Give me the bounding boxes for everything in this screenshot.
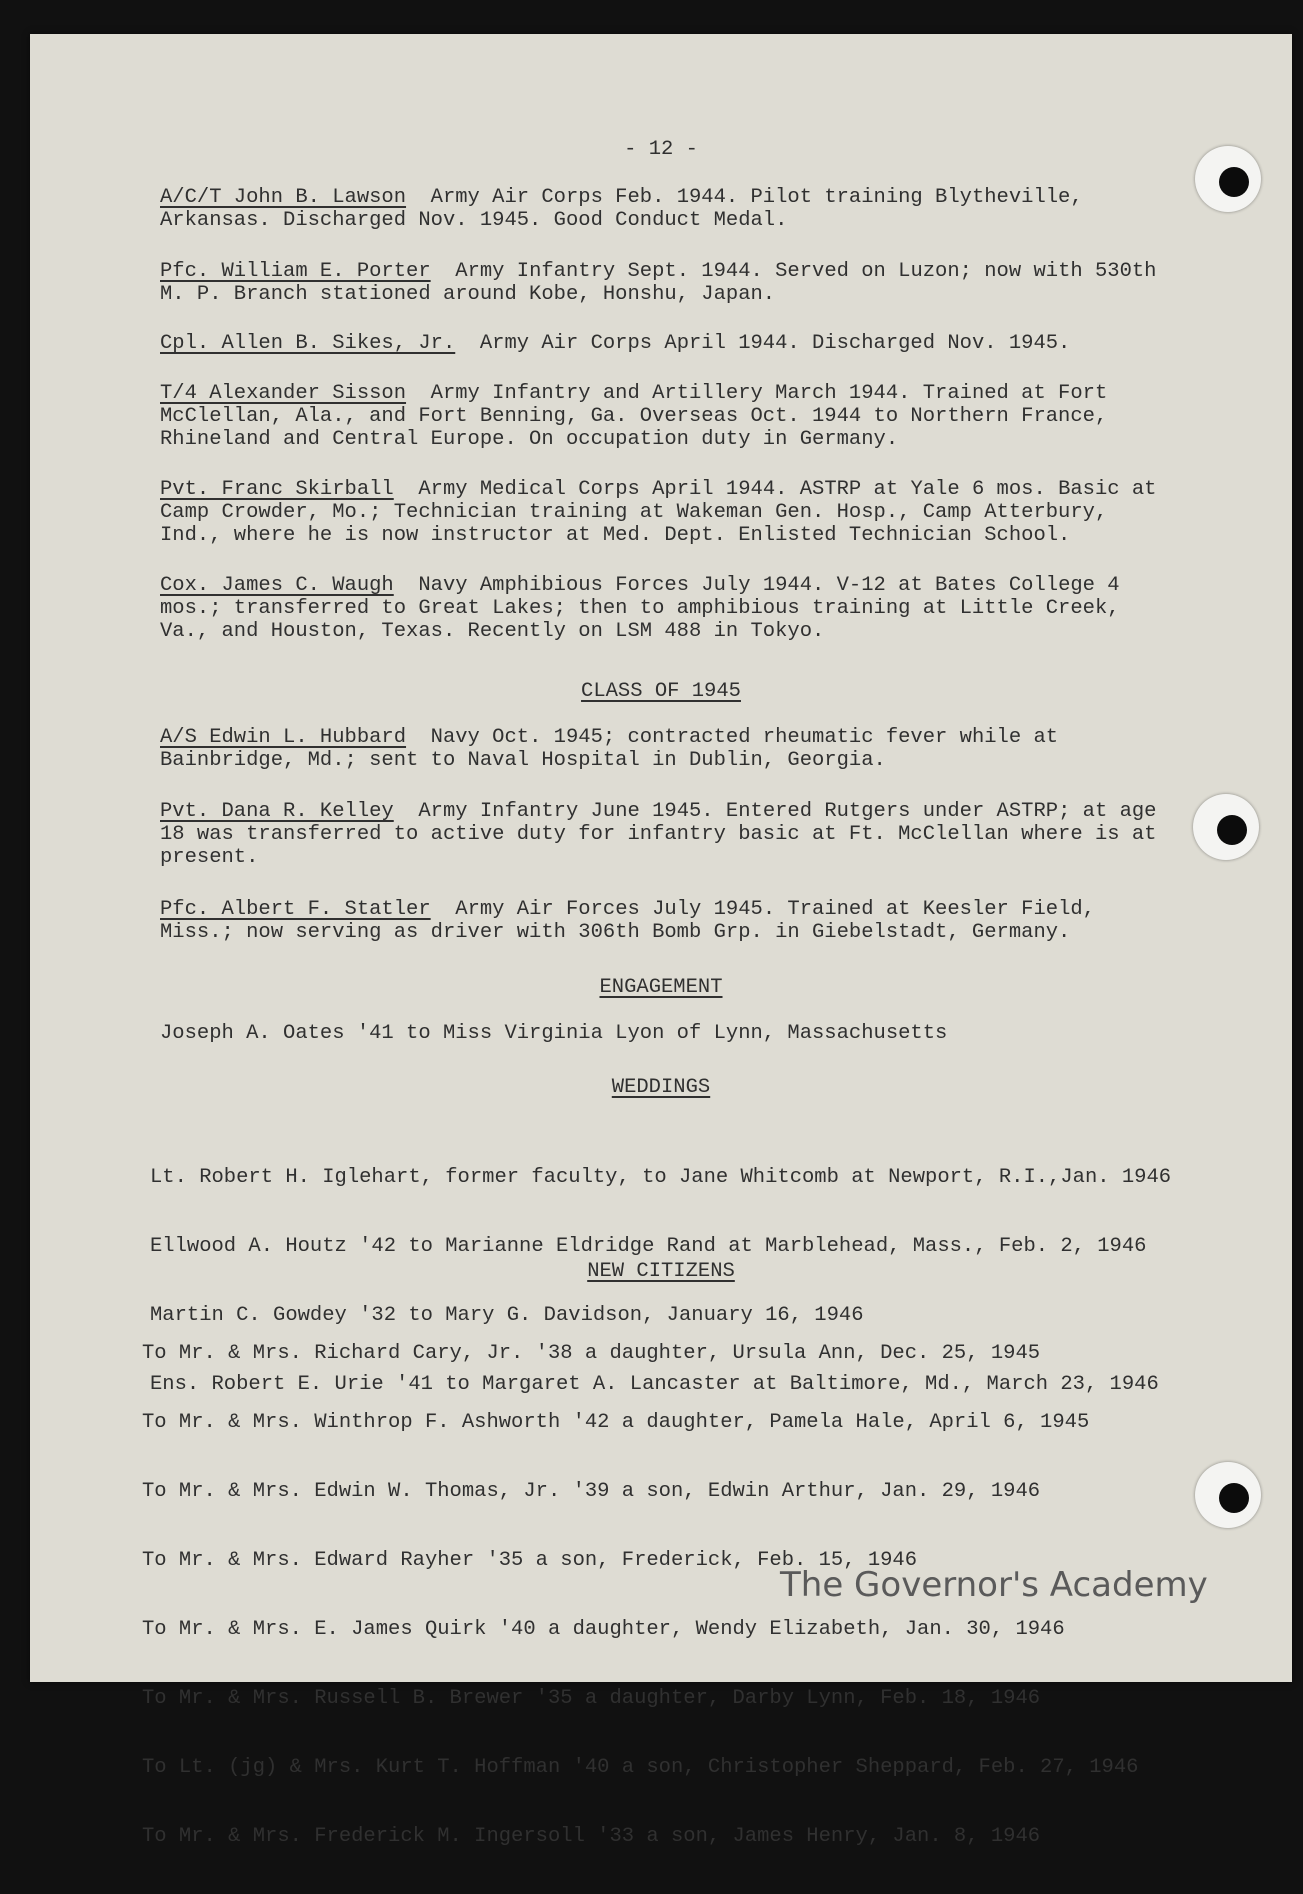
entry-details: Army Infantry Sept. 1944. Served on Luzon; now with 530th M. P. Branch stationed around Kobe, Honshu, Japan.: [160, 260, 1157, 306]
alumni-entry: [160, 260, 1160, 306]
alumni-entry: [160, 382, 1160, 451]
engagement-text: Joseph A. Oates '41 to Miss Virginia Lyon of Lynn, Massachusetts: [160, 1022, 948, 1045]
document-page: [30, 34, 1292, 1848]
new-citizens-heading: NEW CITIZENS: [587, 1260, 735, 1283]
entry-name: A/S Edwin L. Hubbard: [160, 726, 407, 749]
entry-name: Pvt. Franc Skirball: [160, 478, 394, 501]
list-item: Martin C. Gowdey '32 to Mary G. Davidson, January 16, 1946: [150, 1304, 864, 1327]
watermark: The Governor's Academy: [780, 1565, 1208, 1605]
class-heading: CLASS OF 1945: [581, 680, 741, 703]
alumni-entry: [160, 800, 1160, 869]
entry-details: Navy Oct. 1945; contracted rheumatic fever while at Bainbridge, Md.; sent to Naval Hospital in Dublin, Georgia.: [160, 726, 1059, 772]
entry-details: Army Medical Corps April 1944. ASTRP at Yale 6 mos. Basic at Camp Crowder, Mo.; Technician training at Wakeman Gen. Hosp., Camp Atterbury, Ind., where he is now instructor at Med. Dept. Enlisted Technician School.: [160, 478, 1157, 547]
list-item: To Mr. & Mrs. Russell B. Brewer '35 a daughter, Darby Lynn, Feb. 18, 1946: [142, 1687, 1041, 1710]
entry-name: Cox. James C. Waugh: [160, 574, 394, 597]
entry-name: T/4 Alexander Sisson: [160, 382, 407, 405]
list-item: Lt. Robert H. Iglehart, former faculty, to Jane Whitcomb at Newport, R.I.,Jan. 1946: [150, 1166, 1172, 1189]
list-item: To Mr. & Mrs. E. James Quirk '40 a daughter, Wendy Elizabeth, Jan. 30, 1946: [142, 1618, 1065, 1641]
alumni-entry: [160, 898, 1160, 944]
entry-details: Army Infantry June 1945. Entered Rutgers under ASTRP; at age 18 was transferred to active duty for infantry basic at Ft. McClellan where is at present.: [160, 800, 1157, 869]
entry-details: Army Air Corps April 1944. Discharged Nov. 1945.: [479, 332, 1071, 355]
page-number: - 12 -: [624, 138, 698, 161]
alumni-entry: [160, 478, 1160, 547]
alumni-entry: [160, 332, 1160, 355]
list-item: To Mr. & Mrs. Winthrop F. Ashworth '42 a daughter, Pamela Hale, April 6, 1945: [142, 1411, 1090, 1434]
entry-name: Pfc. William E. Porter: [160, 260, 431, 283]
document-text: [30, 34, 1292, 1848]
list-item: To Mr. & Mrs. Frederick M. Ingersoll '33 a son, James Henry, Jan. 8, 1946: [142, 1825, 1041, 1848]
list-item: To Mr. & Mrs. Edwin W. Thomas, Jr. '39 a son, Edwin Arthur, Jan. 29, 1946: [142, 1480, 1041, 1503]
list-item: To Mr. & Mrs. Richard Cary, Jr. '38 a daughter, Ursula Ann, Dec. 25, 1945: [142, 1342, 1041, 1365]
entry-details: Army Air Forces July 1945. Trained at Keesler Field, Miss.; now serving as driver with 306th Bomb Grp. in Giebelstadt, Germany.: [160, 898, 1095, 944]
entry-name: Cpl. Allen B. Sikes, Jr.: [160, 332, 456, 355]
alumni-entry: [160, 726, 1160, 772]
entry-details: Navy Amphibious Forces July 1944. V-12 at Bates College 4 mos.; transferred to Great Lakes; then to amphibious training at Little Creek, Va., and Houston, Texas. Recently on LSM 488 in Tokyo.: [160, 574, 1120, 643]
entry-details: Army Air Corps Feb. 1944. Pilot training Blytheville, Arkansas. Discharged Nov. 1945. Good Conduct Medal.: [160, 186, 1083, 232]
list-item: To Mr. & Mrs. Edward Rayher '35 a son, Frederick, Feb. 15, 1946: [142, 1549, 918, 1572]
list-item: Ellwood A. Houtz '42 to Marianne Eldridge Rand at Marblehead, Mass., Feb. 2, 1946: [150, 1235, 1147, 1258]
engagement-heading: ENGAGEMENT: [599, 976, 723, 999]
list-item: To Lt. (jg) & Mrs. Kurt T. Hoffman '40 a son, Christopher Sheppard, Feb. 27, 1946: [142, 1756, 1139, 1779]
alumni-entry: [160, 186, 1160, 232]
list-item: Ens. Robert E. Urie '41 to Margaret A. Lancaster at Baltimore, Md., March 23, 1946: [150, 1373, 1159, 1396]
weddings-heading: WEDDINGS: [611, 1076, 711, 1099]
entry-name: Pfc. Albert F. Statler: [160, 898, 431, 921]
alumni-entry: [160, 574, 1160, 643]
entry-name: A/C/T John B. Lawson: [160, 186, 407, 209]
entry-details: Army Infantry and Artillery March 1944. Trained at Fort McClellan, Ala., and Fort Benning, Ga. Overseas Oct. 1944 to Northern France, Rhineland and Central Europe. On occupation duty in Germany.: [160, 382, 1108, 451]
entry-name: Pvt. Dana R. Kelley: [160, 800, 394, 823]
